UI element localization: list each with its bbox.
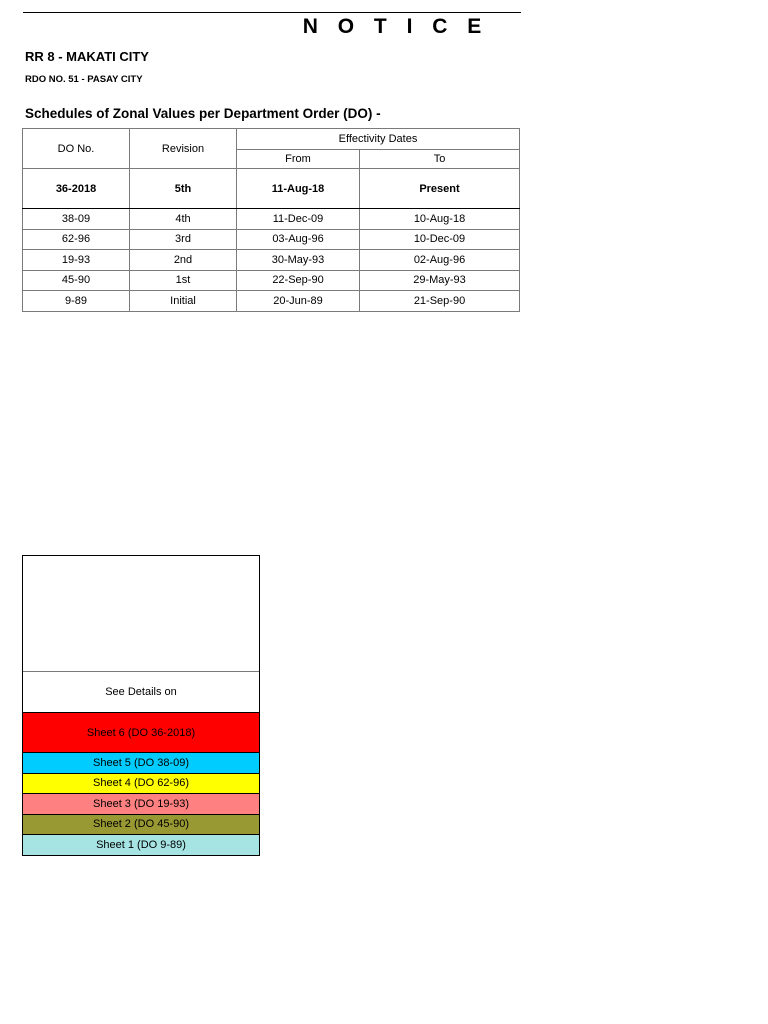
sheet-5-link[interactable]: Sheet 5 (DO 38-09) — [23, 753, 259, 774]
cell-revision: 3rd — [130, 229, 237, 250]
cell-from: 03-Aug-96 — [237, 229, 360, 250]
table-row — [23, 250, 520, 271]
sheet-3-link[interactable]: Sheet 3 (DO 19-93) — [23, 794, 259, 815]
cell-do: 19-93 — [23, 250, 130, 271]
cell-do: 45-90 — [23, 270, 130, 291]
cell-to: Present — [360, 169, 520, 209]
cell-to: 10-Aug-18 — [360, 209, 520, 230]
table-row — [23, 291, 520, 312]
sheet-2-link[interactable]: Sheet 2 (DO 45-90) — [23, 815, 259, 836]
cell-to: 21-Sep-90 — [360, 291, 520, 312]
sheet-4-link[interactable]: Sheet 4 (DO 62-96) — [23, 774, 259, 795]
table-row — [23, 209, 520, 230]
department-order-table — [22, 128, 520, 312]
cell-from: 11-Aug-18 — [237, 169, 360, 209]
sheet-6-link[interactable]: Sheet 6 (DO 36-2018) — [23, 713, 259, 753]
header-to: To — [360, 150, 520, 169]
header-effectivity: Effectivity Dates — [237, 129, 520, 150]
sheet-legend — [22, 555, 260, 856]
top-border-line — [23, 12, 521, 13]
table-row — [23, 229, 520, 250]
cell-do: 36-2018 — [23, 169, 130, 209]
schedule-title: Schedules of Zonal Values per Department Order (DO) - — [25, 106, 381, 121]
cell-do: 38-09 — [23, 209, 130, 230]
sheet-1-link[interactable]: Sheet 1 (DO 9-89) — [23, 835, 259, 855]
rdo-label: RDO NO. 51 - PASAY CITY — [25, 74, 143, 85]
header-revision: Revision — [130, 129, 237, 169]
cell-revision: 2nd — [130, 250, 237, 271]
cell-to: 10-Dec-09 — [360, 229, 520, 250]
region-label: RR 8 - MAKATI CITY — [25, 49, 149, 64]
cell-from: 22-Sep-90 — [237, 270, 360, 291]
header-from: From — [237, 150, 360, 169]
cell-to: 29-May-93 — [360, 270, 520, 291]
header-do-no: DO No. — [23, 129, 130, 169]
table-row — [23, 270, 520, 291]
cell-do: 62-96 — [23, 229, 130, 250]
legend-blank-area — [23, 556, 259, 672]
see-details-label: See Details on — [23, 672, 259, 713]
cell-from: 30-May-93 — [237, 250, 360, 271]
cell-to: 02-Aug-96 — [360, 250, 520, 271]
cell-from: 11-Dec-09 — [237, 209, 360, 230]
current-order-row — [23, 169, 520, 209]
cell-revision: 4th — [130, 209, 237, 230]
cell-revision: 5th — [130, 169, 237, 209]
cell-do: 9-89 — [23, 291, 130, 312]
cell-revision: 1st — [130, 270, 237, 291]
table-header-row — [23, 129, 520, 150]
cell-revision: Initial — [130, 291, 237, 312]
cell-from: 20-Jun-89 — [237, 291, 360, 312]
page-title: N O T I C E — [302, 15, 489, 38]
